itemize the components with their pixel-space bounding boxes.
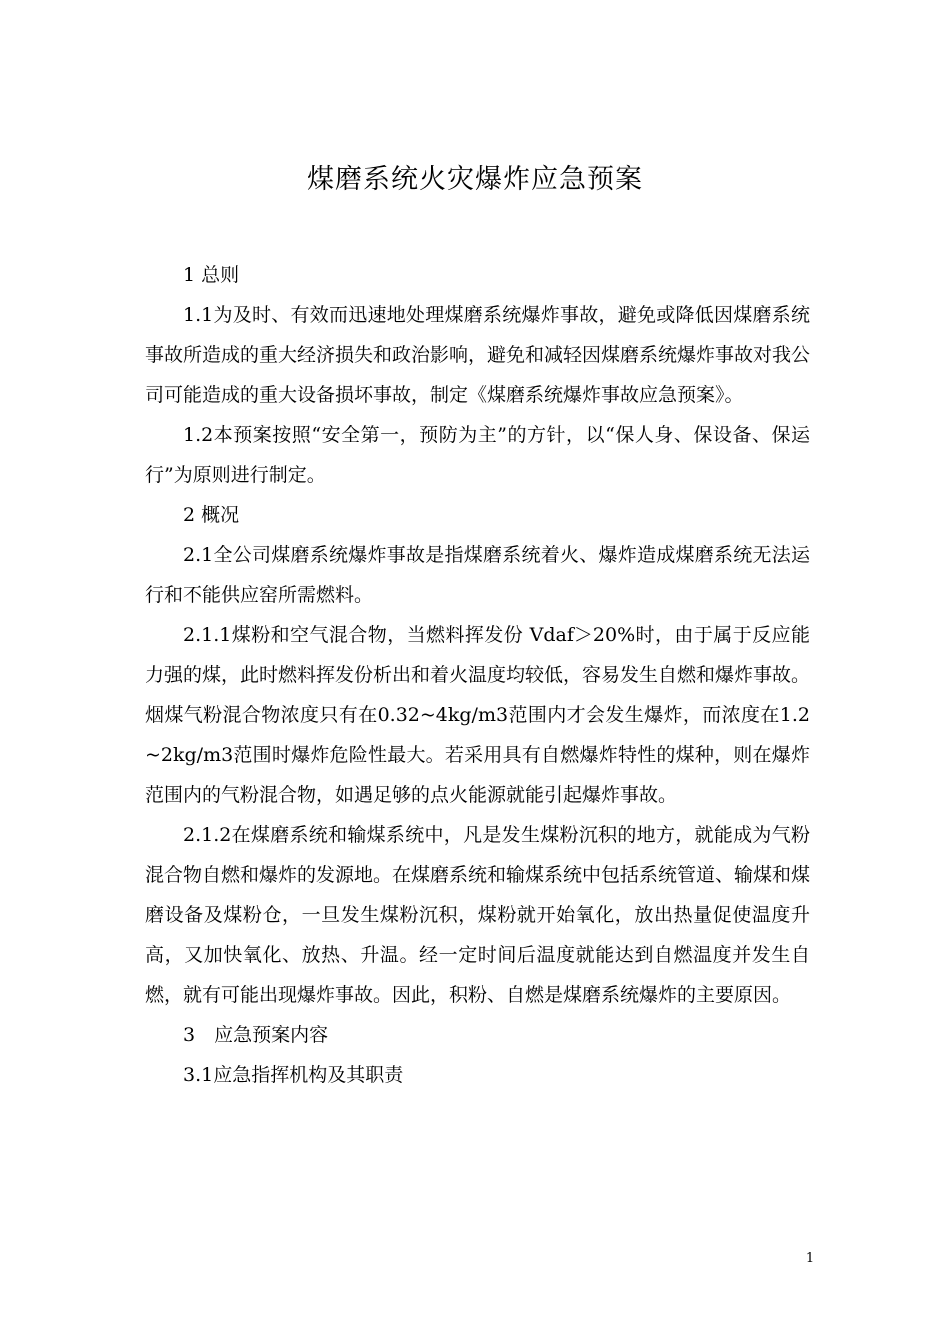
paragraph: 1.1为及时、有效而迅速地处理煤磨系统爆炸事故，避免或降低因煤磨系统事故所造成的重大经济损失和政治影响，避免和减轻因煤磨系统爆炸事故对我公司可能造成的重大设备损坏事故，制定《煤磨系统爆炸事故应急预案》。 (145, 304, 811, 406)
section-heading: 1 总则 (183, 264, 240, 286)
document-title: 煤磨系统火灾爆炸应急预案 (307, 164, 643, 195)
paragraph: 2.1.2在煤磨系统和输煤系统中，凡是发生煤粉沉积的地方，就能成为气粉混合物自燃和爆炸的发源地。在煤磨系统和输煤系统中包括系统管道、输煤和煤磨设备及煤粉仓，一旦发生煤粉沉积，煤粉就开始氧化，放出热量促使温度升高，又加快氧化、放热、升温。经一定时间后温度就能达到自燃温度并发生自燃，就有可能出现爆炸事故。因此，积粉、自燃是煤磨系统爆炸的主要原因。 (145, 824, 811, 1006)
page-number: 1 (805, 1251, 815, 1266)
paragraph: 2.1.1煤粉和空气混合物，当燃料挥发份 Vdaf＞20%时，由于属于反应能力强的煤，此时燃料挥发份析出和着火温度均较低，容易发生自燃和爆炸事故。烟煤气粉混合物浓度只有在0.32~4kg/m3范围内才会发生爆炸，而浓度在1.2~2kg/m3范围时爆炸危险性最大。若采用具有自燃爆炸特性的煤种，则在爆炸范围内的气粉混合物，如遇足够的点火能源就能引起爆炸事故。 (145, 624, 811, 806)
subsection-heading: 3.1应急指挥机构及其职责 (183, 1064, 404, 1086)
document-body (145, 255, 810, 1095)
section-heading: 2 概况 (183, 504, 240, 526)
paragraph: 2.1全公司煤磨系统爆炸事故是指煤磨系统着火、爆炸造成煤磨系统无法运行和不能供应窑所需燃料。 (145, 544, 810, 606)
section-heading: 3 应急预案内容 (183, 1024, 329, 1046)
paragraph: 1.2本预案按照“安全第一，预防为主”的方针，以“保人身、保设备、保运行”为原则进行制定。 (145, 424, 810, 486)
